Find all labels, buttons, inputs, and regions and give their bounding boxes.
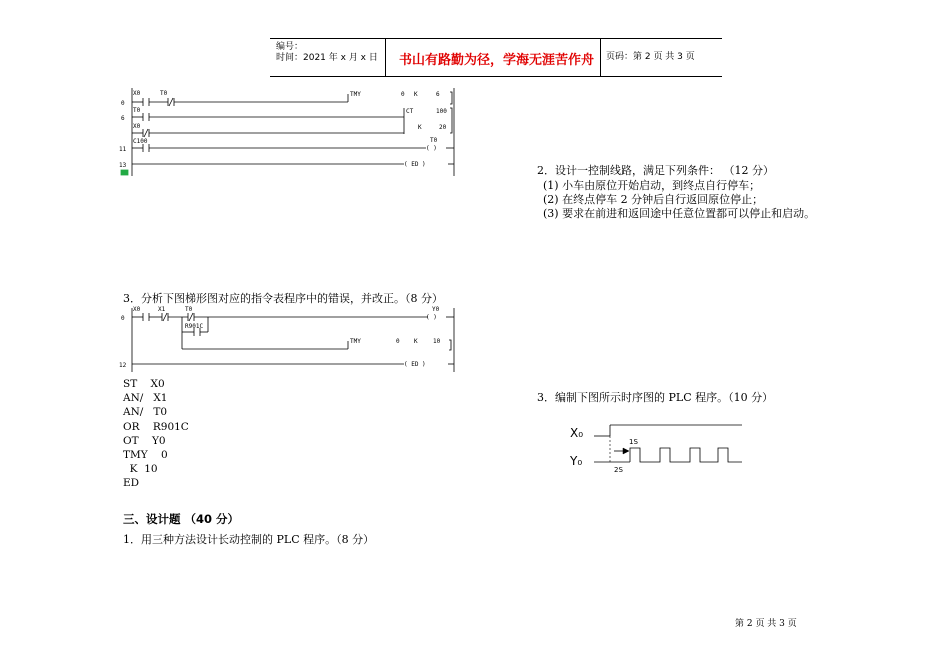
motto: 书山有路勤为径，学海无涯苦作舟 (399, 53, 595, 68)
instruction-list (123, 377, 189, 491)
k-label: K (414, 338, 418, 345)
timing-1s-label: 1S (629, 438, 638, 446)
timing-2s-label: 2S (614, 466, 623, 474)
section-3-heading: 三、设计题 （40 分） (123, 512, 240, 526)
instruction-line: TMY 0 (123, 449, 168, 462)
question-2-title: 2．设计一控制线路，满足下列条件： （12 分） (537, 164, 774, 177)
section-3-question-1: 1．用三种方法设计长动控制的 PLC 程序。（8 分） (123, 533, 375, 546)
instruction-line: OR R901C (123, 420, 189, 433)
ct-label: CT (406, 108, 414, 115)
question-3-right-title: 3．编制下图所示时序图的 PLC 程序。（10 分） (537, 391, 774, 404)
k-value-2: 20 (439, 124, 447, 131)
ladder-diagram-1 (116, 86, 461, 178)
question-2-item-3: (3) 要求在前进和返回途中任意位置都可以停止和启动。 (543, 207, 816, 220)
rung-num-6: 6 (121, 115, 125, 122)
page-label: 页码：第 2 页 共 3 页 (606, 52, 695, 62)
rung-num-11: 11 (119, 146, 127, 153)
label-t0: T0 (185, 306, 193, 313)
instruction-line: ST X0 (123, 378, 165, 390)
label-c100: C100 (133, 138, 148, 145)
instruction-line: AN/ X1 (123, 392, 168, 405)
k-value-1: 6 (436, 91, 440, 98)
tmy-label: TMY (350, 338, 361, 345)
k-label-2: K (418, 124, 422, 131)
ct-number: 100 (436, 108, 447, 115)
label-t0-a: T0 (160, 90, 168, 97)
rung-num-0: 0 (121, 100, 125, 107)
tmy-number: 0 (401, 91, 405, 98)
question-2-item-1: (1) 小车由原位开始启动，到终点自行停车； (543, 179, 761, 192)
label-t0-out: T0 (430, 137, 438, 144)
timing-diagram (568, 418, 748, 474)
coil-t0: ( ) (426, 145, 437, 152)
tmy-number: 0 (396, 338, 400, 345)
rung-num-0: 0 (121, 315, 125, 322)
instruction-line: K 10 (123, 463, 158, 476)
k-value: 10 (433, 338, 441, 345)
ladder-diagram-2 (116, 306, 461, 374)
label-y0: Y0 (432, 306, 440, 313)
timing-x0-label: X₀ (570, 426, 584, 440)
label-x0: X0 (133, 306, 141, 313)
timing-y0-label: Y₀ (570, 454, 583, 468)
instruction-line: AN/ T0 (123, 406, 168, 419)
question-3-title: 3．分析下图梯形图对应的指令表程序中的错误，并改正。（8 分） (123, 292, 443, 305)
rung-num-12: 12 (119, 362, 127, 369)
ed-instruction-2: ( ED ) (404, 361, 426, 368)
k-label-1: K (414, 91, 418, 98)
ed-instruction-1: ( ED ) (404, 161, 426, 168)
label-r901c: R901C (185, 323, 204, 330)
question-2-item-2: (2) 在终点停车 2 分钟后自行返回原位停止； (543, 193, 764, 206)
tmy-label: TMY (350, 91, 361, 98)
page-footer: 第 2 页 共 3 页 (735, 619, 797, 629)
number-label: 编号： (276, 42, 304, 52)
rung-num-13: 13 (119, 162, 127, 169)
label-x0-b: X0 (133, 123, 141, 130)
time-label: 时间：2021 年 x 月 x 日 (276, 53, 378, 63)
label-x1: X1 (158, 306, 166, 313)
coil-y0: ( ) (426, 314, 437, 321)
label-t0-b: T0 (133, 107, 141, 114)
label-x0-a: X0 (133, 90, 141, 97)
instruction-line: OT Y0 (123, 434, 166, 447)
instruction-line: ED (123, 477, 140, 490)
